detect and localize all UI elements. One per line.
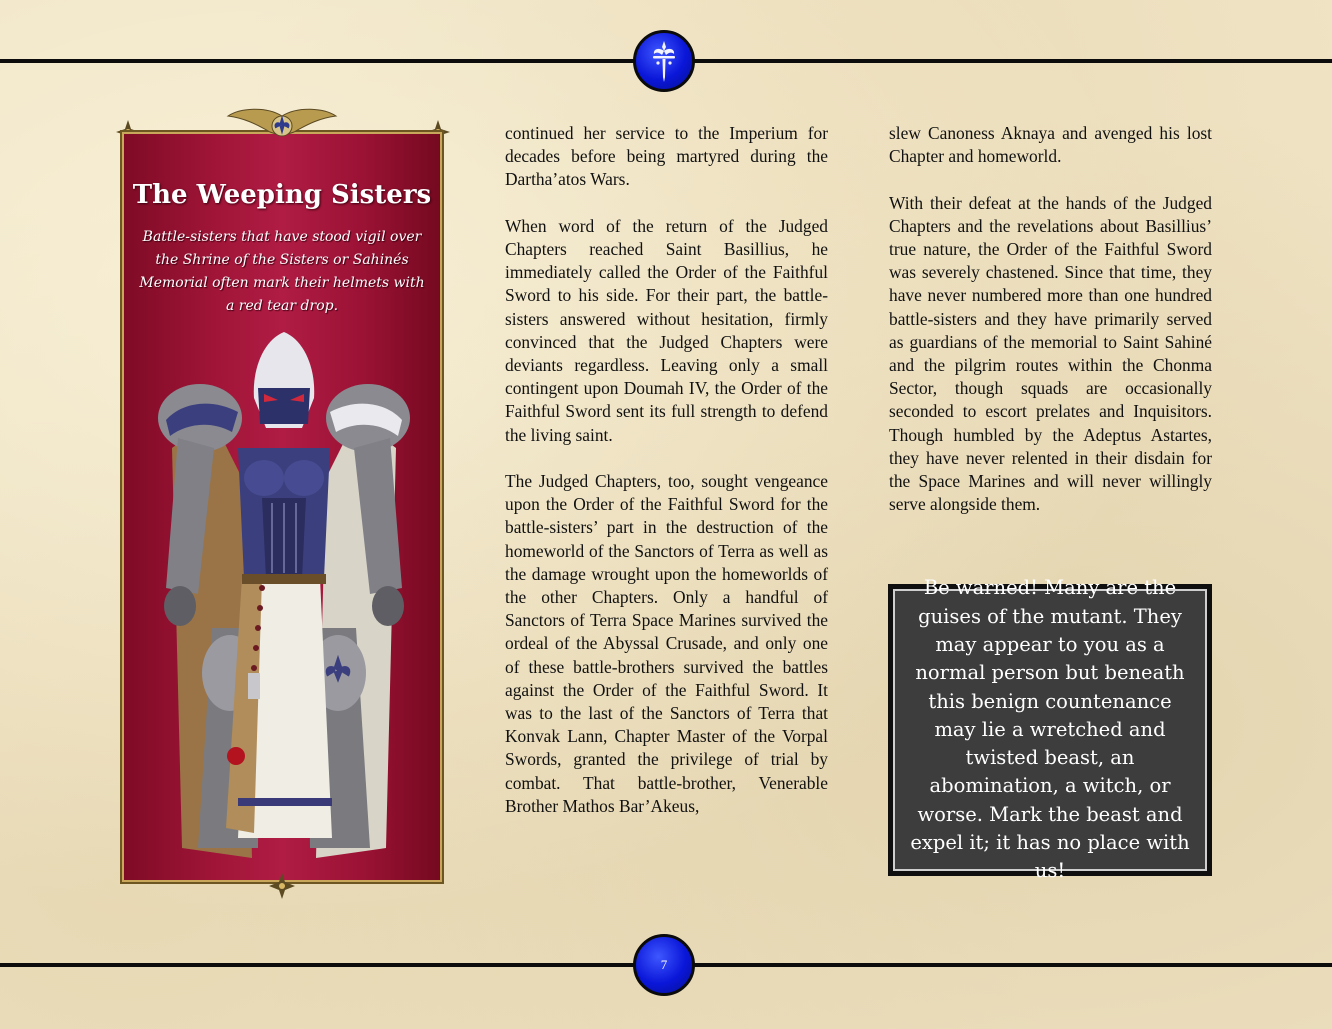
battle-sister-illustration xyxy=(142,328,426,868)
winged-fleur-icon xyxy=(226,106,338,146)
warning-text: Be warned! Many are the guises of the mutant. They may appear to you as a normal person but beneath this benign countenance may lie a wretched and twisted beast, an abomination, a witch, or worse. Mark the beast and expel it; it has no place with us! xyxy=(893,589,1207,871)
sidebar-caption: Battle-sisters that have stood vigil over the Shrine of the Sisters or Sahinés Memorial often mark their helmets with a red tear drop. xyxy=(139,229,425,314)
body-paragraph: When word of the return of the Judged Chapters reached Saint Basillius, he immediately called the Order of the Faithful Sword to his side. For their part, the battle-sisters answered without hesitation, firmly convinced that the Judged Chapters were deviants regardless. Leaving only a small contingent upon Doumah IV, the Order of the Faithful Sword sent its full strength to defend the living saint. xyxy=(505,215,828,445)
fleur-de-lis-icon xyxy=(268,872,296,900)
body-paragraph: slew Canoness Aknaya and avenged his lost Chapter and homeworld. xyxy=(889,123,1212,167)
header-medallion xyxy=(633,30,695,92)
body-column-2 xyxy=(889,122,1212,540)
sidebar-panel xyxy=(120,130,444,884)
sidebar-title: The Weeping Sisters xyxy=(132,180,432,210)
body-paragraph: With their defeat at the hands of the Judged Chapters and the revelations about Basillius’ true nature, the Order of the Faithful Sword was severely chastened. Since that time, they have never numbered more than one hundred battle-sisters and they have primarily served as guardians of the memorial to Saint Sahiné and the pilgrim routes within the Chonma Sector, though squads are occasionally seconded to escort prelates and Inquisitors. Though humbled by the Adeptus Astartes, they have never relented in their disdain for the Space Marines and will never willingly serve alongside them. xyxy=(889,192,1212,515)
page-number-medallion xyxy=(633,934,695,996)
sword-fleur-icon xyxy=(647,39,681,83)
body-paragraph: The Judged Chapters, too, sought vengeance upon the Order of the Faithful Sword for the battle-sisters’ part in the destruction of the homeworld of the Sanctors of Terra as well as the damage wrought upon the homeworlds of the other Chapters. Only a handful of Sanctors of Terra Space Marines survived the ordeal of the Abyssal Crusade, and only one of these battle-brothers survived the battles against the Order of the Faithful Sword. It was to the last of the Sanctors of Terra that Konvak Lann, Chapter Master of the Vorpal Swords, granted the privilege of trial by combat. That battle-brother, Venerable Brother Mathos Bar’Akeus, xyxy=(505,471,828,816)
body-paragraph: continued her service to the Imperium for decades before being martyred during the Dartha’atos Wars. xyxy=(505,123,828,190)
warning-box xyxy=(888,576,1212,883)
body-column-1 xyxy=(505,122,828,841)
page-number: 7 xyxy=(660,957,668,972)
